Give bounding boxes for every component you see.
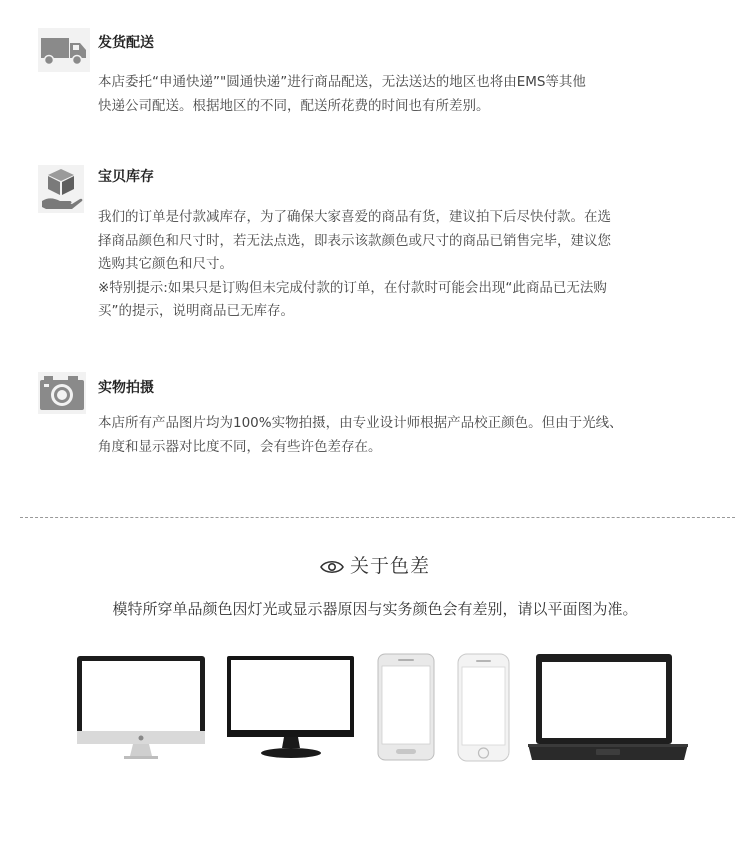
dell-laptop-image (528, 654, 688, 760)
text-line: 买”的提示，说明商品已无库存。 (98, 303, 294, 319)
stock-text (98, 206, 728, 324)
text-line: 本店委托“申通快递”"圆通快递”进行商品配送，无法送达的地区也将由EMS等其他 (98, 74, 586, 90)
samsung-phone-image (378, 654, 434, 760)
color-difference-title: 关于色差 (349, 555, 430, 577)
photo-text (98, 412, 728, 459)
shipping-title: 发货配送 (98, 35, 154, 51)
camera-icon (38, 372, 86, 420)
text-line: 我们的订单是付款减库存，为了确保大家喜爱的商品有货，建议拍下后尽快付款。在选 (98, 209, 611, 225)
photo-title: 实物拍摄 (98, 380, 154, 396)
text-line: 快递公司配送。根据地区的不同，配送所花费的时间也有所差别。 (98, 97, 490, 114)
text-line: 择商品颜色和尺寸时，若无法点选，即表示该款颜色或尺寸的商品已销售完毕，建议您 (98, 232, 611, 249)
imac-image (77, 656, 205, 759)
dashed-divider (20, 517, 735, 518)
color-difference-heading (0, 551, 750, 580)
text-line: 本店所有产品图片均为100%实物拍摄，由专业设计师根据产品校正颜色。但由于光线、 (98, 415, 623, 431)
truck-icon (38, 28, 86, 76)
text-line: 选购其它颜色和尺寸。 (98, 256, 233, 272)
iphone-image (458, 654, 509, 761)
lg-monitor-image (227, 656, 354, 758)
eye-icon (320, 558, 344, 580)
text-line: ※特别提示:如果只是订购但未完成付款的订单，在付款时可能会出现“此商品已无法购 (98, 279, 607, 296)
shipping-text (98, 71, 728, 118)
text-line: 角度和显示器对比度不同，会有些许色差存在。 (98, 438, 382, 455)
stock-title: 宝贝库存 (98, 169, 154, 185)
color-difference-description: 模特所穿单品颜色因灯光或显示器原因与实务颜色会有差别，请以平面图为准。 (112, 600, 638, 618)
device-images (0, 650, 750, 770)
package-hand-icon (38, 165, 86, 213)
